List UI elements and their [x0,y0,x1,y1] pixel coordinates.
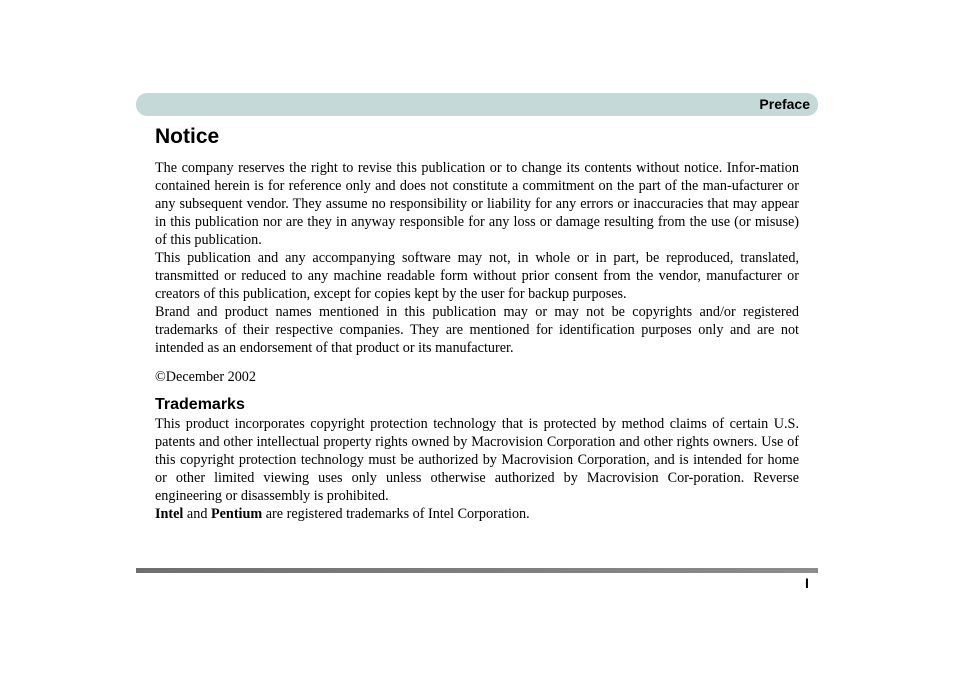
and-text: and [186,506,208,522]
header-bar [136,93,818,116]
page-content [155,124,799,523]
notice-heading: Notice [155,125,220,148]
notice-paragraph-3: Brand and product names mentioned in this publication may or may not be copyrights and/or registered trademarks of their respective companies. They are mentioned for identification purposes only and are not intended as an endorsement of that product or its manufacturer. [155,304,799,356]
intel-text: Intel [155,506,184,522]
trademark-suffix: are registered trademarks of Intel Corporation. [265,506,530,522]
section-label: Preface [759,96,810,112]
trademarks-heading: Trademarks [155,396,245,413]
footer-rule [136,568,818,573]
intel-trademark-line [155,505,799,523]
pentium-text: Pentium [210,506,263,522]
copyright-date: ©December 2002 [155,369,256,385]
notice-paragraph-1: The company reserves the right to revise this publication or to change its contents without notice. Infor-mation contained herein is for reference only and does not constitute a commitment on the part of the man-ufacturer or any subsequent vendor. They assume no responsibility or liability for any errors or inaccuracies that may appear in this publication nor are they in anyway responsible for any loss or damage resulting from the use (or misuse) of this publication. [155,160,799,248]
notice-paragraph-2: This publication and any accompanying software may not, in whole or in part, be reproduced, translated, transmitted or reduced to any machine readable form without prior consent from the vendor, manufacturer or creators of this publication, except for copies kept by the user for backup purposes. [155,250,799,302]
page-number: I [805,575,809,591]
trademarks-paragraph: This product incorporates copyright protection technology that is protected by method claims of certain U.S. patents and other intellectual property rights owned by Macrovision Corporation and other rights owners. Use of this copyright protection technology must be authorized by Macrovision Corporation, and is intended for home or other limited viewing uses only unless otherwise authorized by Macrovision Cor-poration. Reverse engineering or disassembly is prohibited. [155,416,799,504]
